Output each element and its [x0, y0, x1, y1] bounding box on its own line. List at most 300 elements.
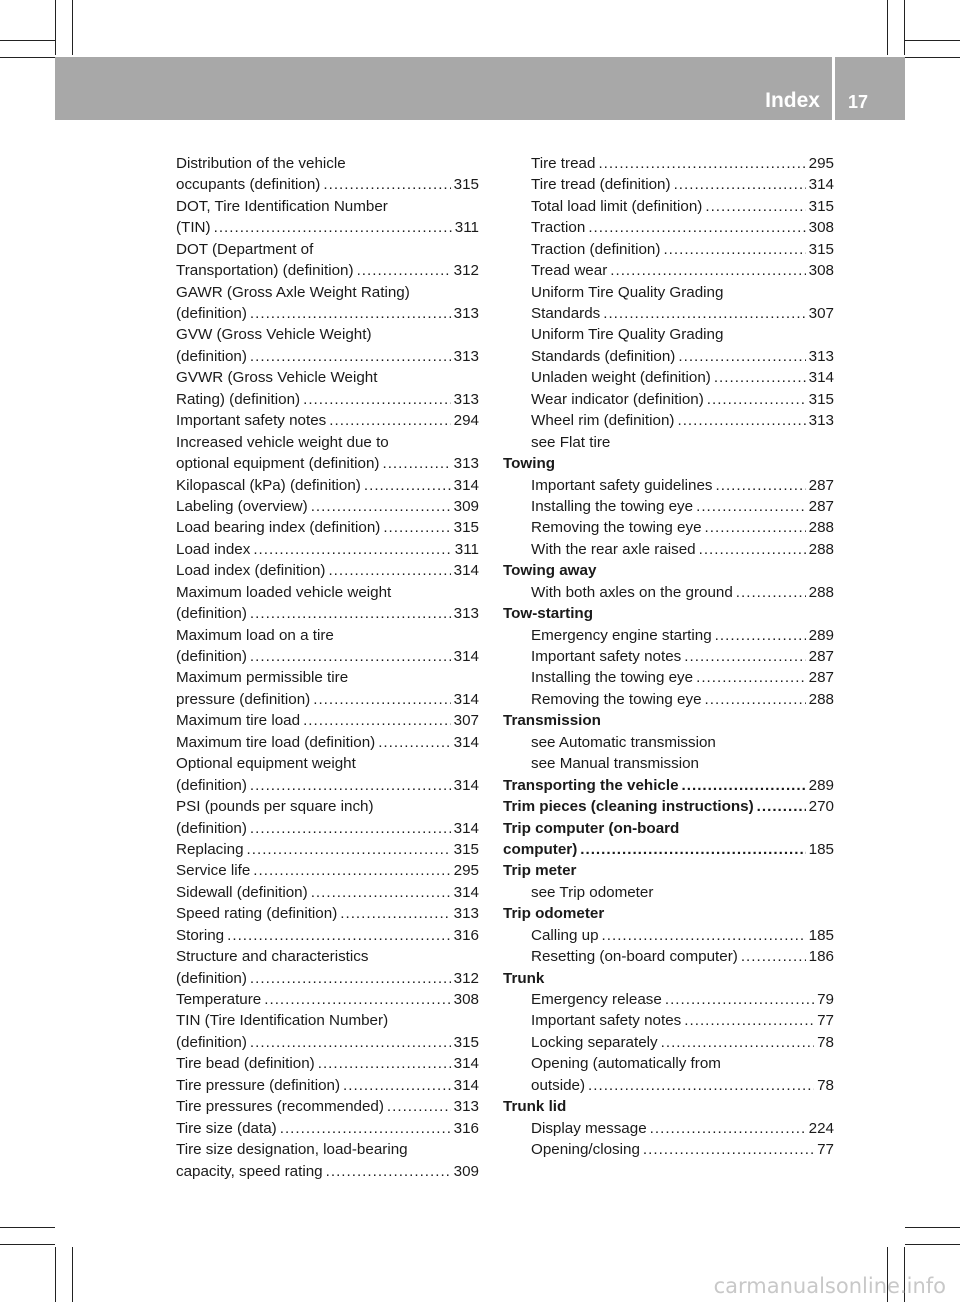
index-entry	[176, 153, 479, 174]
index-entry-page[interactable]: 185	[808, 840, 834, 858]
index-entry-page[interactable]: 315	[808, 240, 834, 258]
dot-leader	[580, 839, 805, 860]
crop-mark	[904, 0, 905, 55]
index-entry-text: capacity, speed rating	[176, 1162, 323, 1180]
watermark: carmanualsonline.info	[713, 1274, 946, 1298]
dot-leader	[250, 775, 451, 796]
index-entry-page[interactable]: 313	[453, 1098, 479, 1116]
index-entry	[176, 539, 479, 560]
index-entry-text: Trunk lid	[503, 1098, 567, 1116]
index-entry-page[interactable]: 314	[453, 476, 479, 494]
index-entry-text: Removing the towing eye	[531, 519, 702, 537]
dot-leader	[250, 646, 451, 667]
index-entry-page[interactable]: 289	[808, 626, 834, 644]
index-entry-page[interactable]: 308	[808, 262, 834, 280]
index-entry	[176, 1161, 479, 1182]
dot-leader	[311, 496, 451, 517]
index-entry-text: (definition)	[176, 605, 247, 623]
index-entry	[503, 496, 834, 517]
index-entry-page[interactable]: 315	[453, 519, 479, 537]
index-entry-page[interactable]: 185	[808, 926, 834, 944]
index-entry-page[interactable]: 314	[453, 883, 479, 901]
dot-leader	[303, 389, 451, 410]
index-entry-text: Maximum load on a tire	[176, 626, 334, 644]
index-entry-page[interactable]: 314	[453, 690, 479, 708]
dot-leader	[736, 582, 806, 603]
dot-leader	[250, 303, 451, 324]
index-entry	[176, 710, 479, 731]
crop-mark	[0, 40, 55, 41]
index-entry-page[interactable]: 311	[454, 219, 479, 237]
index-entry-page[interactable]: 78	[817, 1076, 834, 1094]
index-entry-text: pressure (definition)	[176, 690, 311, 708]
index-entry-page[interactable]: 316	[453, 926, 479, 944]
index-entry-text: TIN (Tire Identification Number)	[176, 1012, 389, 1030]
index-entry	[503, 582, 834, 603]
index-entry-page[interactable]: 287	[808, 669, 834, 687]
index-entry-text: Important safety guidelines	[531, 476, 713, 494]
index-entry-text: Opening (automatically from	[531, 1055, 721, 1073]
dot-leader	[328, 560, 450, 581]
dot-leader	[678, 346, 805, 367]
index-entry-page[interactable]: 315	[453, 1033, 479, 1051]
index-entry-text: Kilopascal (kPa) (definition)	[176, 476, 361, 494]
index-entry-text: Transmission	[503, 712, 601, 730]
index-entry-text: Tire size designation, load-bearing	[176, 1141, 408, 1159]
dot-leader	[264, 989, 450, 1010]
index-entry-text: PSI (pounds per square inch)	[176, 798, 374, 816]
index-entry-text: (definition)	[176, 347, 247, 365]
index-entry-page[interactable]: 314	[453, 776, 479, 794]
index-entry-text: see Automatic transmission	[531, 733, 716, 751]
index-entry-text: Maximum permissible tire	[176, 669, 349, 687]
index-entry	[176, 217, 479, 238]
dot-leader	[741, 946, 806, 967]
index-entry	[503, 346, 834, 367]
dot-leader	[684, 1010, 814, 1031]
index-entry-text: Towing	[503, 455, 556, 473]
index-entry	[176, 1075, 479, 1096]
index-entry-text: Locking separately	[531, 1033, 658, 1051]
index-entry-text: Maximum tire load (definition)	[176, 733, 376, 751]
dot-leader	[253, 539, 451, 560]
index-entry	[503, 989, 834, 1010]
index-entry	[176, 174, 479, 195]
index-entry	[503, 1011, 834, 1032]
index-entry	[503, 367, 834, 388]
page-title: Index	[765, 89, 820, 112]
index-entry	[176, 282, 479, 303]
index-entry-text: Resetting (on-board computer)	[531, 948, 738, 966]
index-entry	[503, 475, 834, 496]
dot-leader	[247, 839, 451, 860]
index-entry	[503, 860, 834, 881]
index-entry-page[interactable]: 315	[453, 840, 479, 858]
index-entry	[503, 1139, 834, 1160]
index-entry-page[interactable]: 307	[808, 305, 834, 323]
index-entry	[503, 174, 834, 195]
index-entry	[176, 668, 479, 689]
index-entry-text: Load index	[176, 540, 251, 558]
index-entry-page[interactable]: 313	[453, 605, 479, 623]
index-entry-page[interactable]: 79	[817, 991, 834, 1009]
index-entry	[503, 775, 834, 796]
index-entry-page[interactable]: 309	[453, 497, 479, 515]
index-entry	[176, 1011, 479, 1032]
crop-mark	[0, 57, 55, 58]
dot-leader	[387, 1096, 451, 1117]
crop-mark	[55, 0, 56, 55]
index-entry-text: Trip odometer	[503, 905, 605, 923]
dot-leader	[280, 1118, 451, 1139]
index-entry-page[interactable]: 314	[453, 562, 479, 580]
index-entry-page[interactable]: 294	[453, 412, 479, 430]
index-entry	[176, 432, 479, 453]
dot-leader	[684, 646, 805, 667]
dot-leader	[357, 260, 451, 281]
index-entry-text: outside)	[531, 1076, 586, 1094]
index-entry-text: Emergency engine starting	[531, 626, 712, 644]
page-number: 17	[848, 92, 869, 112]
index-entry	[176, 1096, 479, 1117]
index-entry	[503, 260, 834, 281]
index-entry	[176, 989, 479, 1010]
dot-leader	[663, 239, 805, 260]
index-entry-text: With the rear axle raised	[531, 540, 696, 558]
dot-leader	[311, 882, 451, 903]
index-entry-text: DOT (Department of	[176, 240, 314, 258]
crop-mark	[0, 1244, 55, 1245]
dot-leader	[340, 903, 450, 924]
index-entry	[176, 903, 479, 924]
crop-mark	[72, 1247, 73, 1302]
index-entry	[176, 1053, 479, 1074]
index-entry-text: Trunk	[503, 969, 545, 987]
dot-leader	[757, 796, 806, 817]
index-entry	[176, 453, 479, 474]
dot-leader	[674, 174, 806, 195]
index-entry-page[interactable]: 313	[453, 905, 479, 923]
index-entry-text: occupants (definition)	[176, 176, 321, 194]
index-entry-text: Load index (definition)	[176, 562, 326, 580]
index-entry-page[interactable]: 314	[453, 733, 479, 751]
index-entry	[503, 217, 834, 238]
index-entry-text: Transportation) (definition)	[176, 262, 354, 280]
index-entry	[503, 903, 834, 924]
index-entry	[503, 239, 834, 260]
index-entry	[176, 603, 479, 624]
index-entry-text: Standards (definition)	[531, 347, 676, 365]
dot-leader	[326, 1161, 451, 1182]
index-entry-text: Important safety notes	[531, 648, 682, 666]
index-entry	[176, 968, 479, 989]
index-entry-page[interactable]: 312	[453, 969, 479, 987]
index-entry-text: Tire pressure (definition)	[176, 1076, 341, 1094]
index-entry	[503, 925, 834, 946]
index-entry-text: DOT, Tire Identification Number	[176, 197, 388, 215]
index-entry-text: Uniform Tire Quality Grading	[531, 283, 724, 301]
crop-mark	[905, 57, 960, 58]
index-entry-page[interactable]: 316	[453, 1119, 479, 1137]
index-entry-text: Storing	[176, 926, 225, 944]
dot-leader	[329, 410, 450, 431]
index-entry-text: Tire bead (definition)	[176, 1055, 315, 1073]
index-entry-page[interactable]: 315	[453, 176, 479, 194]
index-entry	[503, 1118, 834, 1139]
index-entry-text: Traction (definition)	[531, 240, 661, 258]
index-entry	[503, 668, 834, 689]
dot-leader	[382, 453, 450, 474]
index-entry-text: Calling up	[531, 926, 599, 944]
index-entry-text: Traction	[531, 219, 586, 237]
index-entry-text: Tire size (data)	[176, 1119, 277, 1137]
index-entry-text: (definition)	[176, 969, 247, 987]
index-entry	[503, 196, 834, 217]
dot-leader	[323, 174, 450, 195]
index-entry-text: GVWR (Gross Vehicle Weight	[176, 369, 378, 387]
index-entry-page[interactable]: 295	[453, 862, 479, 880]
index-entry-text: Optional equipment weight	[176, 755, 356, 773]
index-entry	[503, 1075, 834, 1096]
dot-leader	[602, 925, 806, 946]
index-entry-page[interactable]: 224	[808, 1119, 834, 1137]
index-entry-text: Emergency release	[531, 991, 662, 1009]
index-entry-page[interactable]: 288	[808, 519, 834, 537]
index-entry-text: see Manual transmission	[531, 755, 699, 773]
index-entry-text: Towing away	[503, 562, 597, 580]
index-entry-text: Trim pieces (cleaning instructions)	[503, 798, 754, 816]
dot-leader	[383, 517, 450, 538]
index-entry-page[interactable]: 314	[808, 369, 834, 387]
index-entry-page[interactable]: 315	[808, 197, 834, 215]
index-entry-text: Labeling (overview)	[176, 497, 308, 515]
index-entry	[503, 646, 834, 667]
index-entry-page[interactable]: 307	[453, 712, 479, 730]
index-entry-text: GVW (Gross Vehicle Weight)	[176, 326, 372, 344]
index-entry-text: Tire pressures (recommended)	[176, 1098, 384, 1116]
index-entry-page[interactable]: 288	[808, 540, 834, 558]
index-entry-page[interactable]: 77	[817, 1141, 834, 1159]
index-entry	[176, 753, 479, 774]
index-entry	[503, 1096, 834, 1117]
dot-leader	[250, 818, 451, 839]
index-entry	[503, 710, 834, 731]
index-entry-text: Speed rating (definition)	[176, 905, 338, 923]
dot-leader	[303, 710, 451, 731]
crop-mark	[887, 0, 888, 55]
index-entry	[176, 689, 479, 710]
index-entry-page[interactable]: 314	[453, 648, 479, 666]
dot-leader	[214, 217, 452, 238]
dot-leader	[250, 603, 451, 624]
index-entry-page[interactable]: 295	[808, 154, 834, 172]
dot-leader	[364, 475, 451, 496]
index-entry-text: (definition)	[176, 1033, 247, 1051]
index-entry	[503, 1032, 834, 1053]
index-entry-page[interactable]: 289	[808, 776, 834, 794]
index-entry	[176, 260, 479, 281]
header-divider	[832, 57, 835, 120]
index-entry	[503, 560, 834, 581]
index-entry	[176, 882, 479, 903]
index-entry	[176, 775, 479, 796]
index-entry-page[interactable]: 314	[453, 819, 479, 837]
index-entry	[176, 560, 479, 581]
index-entry	[503, 882, 834, 903]
index-entry	[503, 410, 834, 431]
index-entry	[176, 496, 479, 517]
index-entry-page[interactable]: 313	[453, 455, 479, 473]
index-entry-page[interactable]: 288	[808, 690, 834, 708]
dot-leader	[714, 367, 806, 388]
index-entry-page[interactable]: 287	[808, 476, 834, 494]
index-entry-text: Rating) (definition)	[176, 390, 301, 408]
index-entry-text: Sidewall (definition)	[176, 883, 308, 901]
index-entry-text: Maximum loaded vehicle weight	[176, 583, 392, 601]
index-entry	[503, 453, 834, 474]
index-entry-page[interactable]: 314	[453, 1076, 479, 1094]
dot-leader	[661, 1032, 814, 1053]
index-entry	[503, 689, 834, 710]
index-entry	[176, 839, 479, 860]
index-entry	[503, 753, 834, 774]
crop-mark	[905, 40, 960, 41]
index-entry-text: (definition)	[176, 819, 247, 837]
index-entry	[503, 432, 834, 453]
index-entry	[503, 603, 834, 624]
index-entry-page[interactable]: 313	[453, 305, 479, 323]
index-entry-text: Installing the towing eye	[531, 497, 694, 515]
dot-leader	[682, 775, 806, 796]
index-entry-text: With both axles on the ground	[531, 583, 733, 601]
index-entry-page[interactable]: 270	[808, 798, 834, 816]
index-entry-page[interactable]: 309	[453, 1162, 479, 1180]
index-entry	[176, 646, 479, 667]
index-entry-page[interactable]: 313	[808, 412, 834, 430]
index-entry	[503, 539, 834, 560]
index-entry-page[interactable]: 77	[817, 1012, 834, 1030]
index-entry	[503, 282, 834, 303]
dot-leader	[588, 217, 805, 238]
index-entry-text: Trip meter	[503, 862, 577, 880]
index-entry-page[interactable]: 308	[453, 991, 479, 1009]
index-entry-page[interactable]: 312	[453, 262, 479, 280]
index-entry	[176, 389, 479, 410]
index-entry	[176, 239, 479, 260]
dot-leader	[610, 260, 805, 281]
index-entry-page[interactable]: 311	[454, 540, 479, 558]
index-entry	[176, 196, 479, 217]
crop-mark	[0, 1227, 55, 1228]
index-entry	[176, 367, 479, 388]
dot-leader	[705, 196, 805, 217]
index-entry-text: Trip computer (on-board	[503, 819, 680, 837]
index-entry-text: Temperature	[176, 991, 262, 1009]
index-entry-page[interactable]: 288	[808, 583, 834, 601]
index-entry	[176, 325, 479, 346]
index-entry-text: Uniform Tire Quality Grading	[531, 326, 724, 344]
index-entry-page[interactable]: 308	[808, 219, 834, 237]
index-entry-page[interactable]: 313	[453, 347, 479, 365]
index-entry	[176, 732, 479, 753]
dot-leader	[699, 539, 806, 560]
index-entry-page[interactable]: 78	[817, 1033, 834, 1051]
index-entry-page[interactable]: 314	[808, 176, 834, 194]
index-entry-page[interactable]: 186	[808, 948, 834, 966]
index-entry	[503, 389, 834, 410]
index-entry-text: Structure and characteristics	[176, 948, 369, 966]
dot-leader	[705, 689, 806, 710]
dot-leader	[716, 475, 806, 496]
index-entry-page[interactable]: 313	[453, 390, 479, 408]
dot-leader	[696, 496, 806, 517]
index-entry-text: Standards	[531, 305, 601, 323]
index-column-left	[176, 153, 479, 1182]
index-entry-text: Important safety notes	[176, 412, 327, 430]
index-entry	[503, 1053, 834, 1074]
index-entry	[176, 860, 479, 881]
index-entry	[503, 325, 834, 346]
index-entry-page[interactable]: 287	[808, 648, 834, 666]
index-entry	[176, 410, 479, 431]
index-entry-page[interactable]: 315	[808, 390, 834, 408]
index-entry	[176, 625, 479, 646]
index-entry-text: Total load limit (definition)	[531, 197, 703, 215]
index-entry	[176, 303, 479, 324]
index-entry	[503, 153, 834, 174]
index-entry	[176, 946, 479, 967]
index-entry-text: Load bearing index (definition)	[176, 519, 381, 537]
index-entry	[503, 303, 834, 324]
dot-leader	[253, 860, 450, 881]
index-entry	[176, 925, 479, 946]
dot-leader	[707, 389, 806, 410]
dot-leader	[603, 303, 805, 324]
crop-mark	[55, 1247, 56, 1302]
index-entry-text: Opening/closing	[531, 1141, 640, 1159]
index-entry-text: (definition)	[176, 776, 247, 794]
index-entry-text: Transporting the vehicle	[503, 776, 679, 794]
dot-leader	[343, 1075, 451, 1096]
crop-mark	[905, 1244, 960, 1245]
index-entry-text: Wheel rim (definition)	[531, 412, 675, 430]
dot-leader	[318, 1053, 451, 1074]
dot-leader	[588, 1075, 814, 1096]
index-entry-text: (TIN)	[176, 219, 211, 237]
index-entry	[176, 346, 479, 367]
index-entry	[176, 475, 479, 496]
crop-mark	[905, 1227, 960, 1228]
index-entry-text: Display message	[531, 1119, 647, 1137]
dot-leader	[665, 989, 814, 1010]
index-entry-text: Maximum tire load	[176, 712, 301, 730]
dot-leader	[643, 1139, 814, 1160]
index-entry-text: Wear indicator (definition)	[531, 390, 704, 408]
dot-leader	[313, 689, 450, 710]
index-entry-text: Distribution of the vehicle	[176, 154, 346, 172]
index-entry-text: Tread wear	[531, 262, 608, 280]
dot-leader	[378, 732, 450, 753]
index-entry	[176, 1032, 479, 1053]
index-entry	[503, 839, 834, 860]
crop-mark	[72, 0, 73, 55]
index-entry-page[interactable]: 287	[808, 497, 834, 515]
index-entry-page[interactable]: 314	[453, 1055, 479, 1073]
dot-leader	[250, 1032, 451, 1053]
index-entry	[503, 517, 834, 538]
index-entry-page[interactable]: 313	[808, 347, 834, 365]
dot-leader	[705, 517, 806, 538]
